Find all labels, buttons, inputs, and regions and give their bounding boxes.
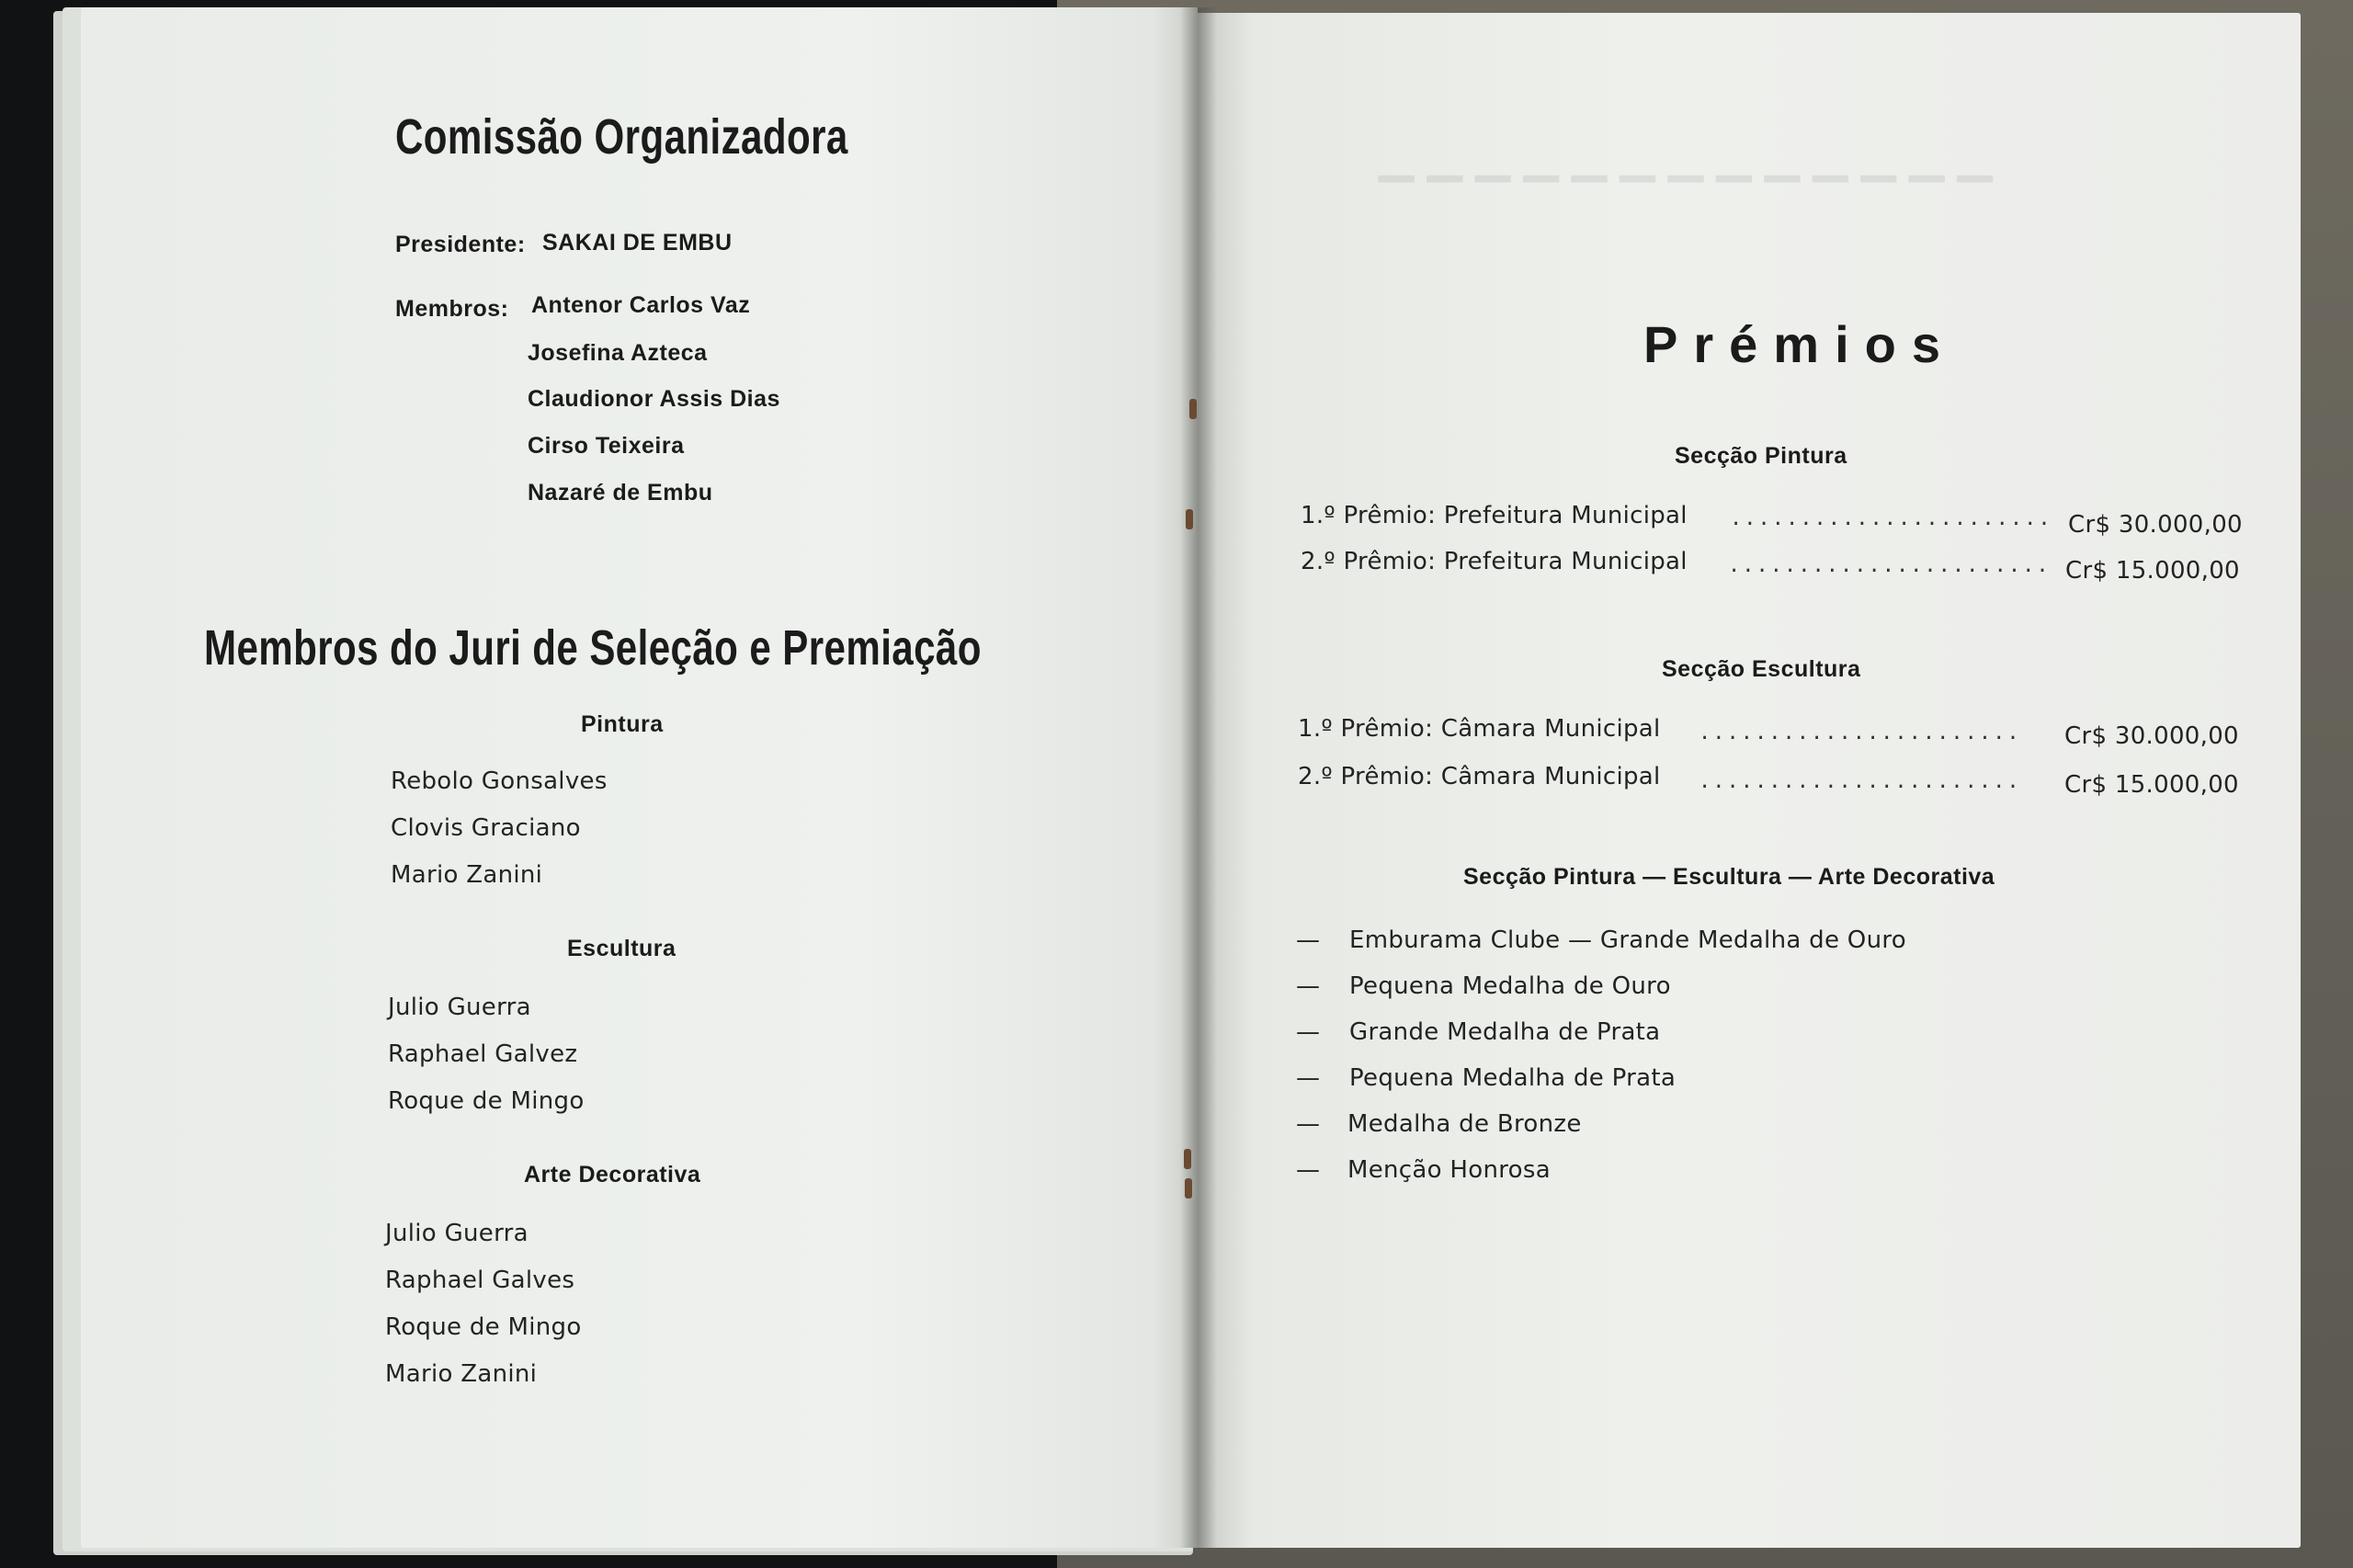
book-gutter [1180,7,1217,1548]
prize-label: 1.º Prêmio: Câmara Municipal [1298,715,1661,743]
staple [1184,1149,1191,1169]
leader-dots: ....................... [1730,507,2052,530]
prize-amount: Cr$ 30.000,00 [2068,511,2243,539]
jury-member: Rebolo Gonsalves [391,767,608,795]
staple [1186,509,1193,529]
jury-member: Clovis Graciano [391,814,581,842]
jury-member: Julio Guerra [385,1220,529,1247]
prize-amount: Cr$ 15.000,00 [2064,771,2239,799]
list-dash: — [1296,1156,1321,1184]
prize-label: 1.º Prêmio: Prefeitura Municipal [1301,502,1688,529]
prize-label: 2.º Prêmio: Câmara Municipal [1298,763,1661,790]
staple [1185,1178,1192,1199]
commission-member: Claudionor Assis Dias [528,386,780,412]
jury-member: Roque de Mingo [385,1313,582,1341]
award-item: Grande Medalha de Prata [1349,1018,1661,1046]
jury-member: Raphael Galves [385,1267,575,1294]
prizes-title: Prémios [1643,315,1956,373]
president-label: Presidente: [395,232,526,257]
jury-member: Mario Zanini [385,1360,538,1388]
prize-amount: Cr$ 15.000,00 [2065,557,2240,585]
list-dash: — [1296,1110,1321,1138]
list-dash: — [1296,1064,1321,1092]
president-name: SAKAI DE EMBU [542,230,733,256]
commission-title: Comissão Organizadora [395,109,848,165]
award-item: Pequena Medalha de Prata [1349,1064,1677,1092]
award-item: Emburama Clube — Grande Medalha de Ouro [1349,926,1906,954]
list-dash: — [1296,926,1321,954]
award-item: Medalha de Bronze [1347,1110,1582,1138]
leader-dots: ....................... [1699,722,2021,744]
section-heading: Secção Pintura — Escultura — Arte Decorativa [1463,864,1995,890]
commission-member: Josefina Azteca [528,340,708,366]
commission-member: Cirso Teixeira [528,433,685,459]
jury-section-heading: Pintura [581,711,664,737]
commission-member: Antenor Carlos Vaz [531,292,751,318]
jury-member: Mario Zanini [391,861,543,889]
jury-member: Roque de Mingo [388,1087,585,1115]
award-item: Pequena Medalha de Ouro [1349,972,1671,1000]
prize-amount: Cr$ 30.000,00 [2064,722,2239,750]
list-dash: — [1296,1018,1321,1046]
section-heading: Secção Pintura [1675,443,1847,469]
jury-member: Julio Guerra [388,994,531,1021]
staple [1189,399,1197,419]
jury-title: Membros do Juri de Seleção e Premiação [204,620,982,676]
award-item: Menção Honrosa [1347,1156,1551,1184]
jury-section-heading: Arte Decorativa [524,1162,701,1187]
leader-dots: ....................... [1699,770,2021,793]
jury-member: Raphael Galvez [388,1040,578,1068]
section-heading: Secção Escultura [1662,656,1861,682]
leader-dots: ....................... [1728,554,2051,577]
list-dash: — [1296,972,1321,1000]
show-through-text: ▁▁▁▁▁▁▁▁▁▁▁▁▁ [1379,129,2006,182]
members-label: Membros: [395,296,509,322]
jury-section-heading: Escultura [567,936,676,961]
commission-member: Nazaré de Embu [528,480,713,506]
prize-label: 2.º Prêmio: Prefeitura Municipal [1301,548,1688,575]
